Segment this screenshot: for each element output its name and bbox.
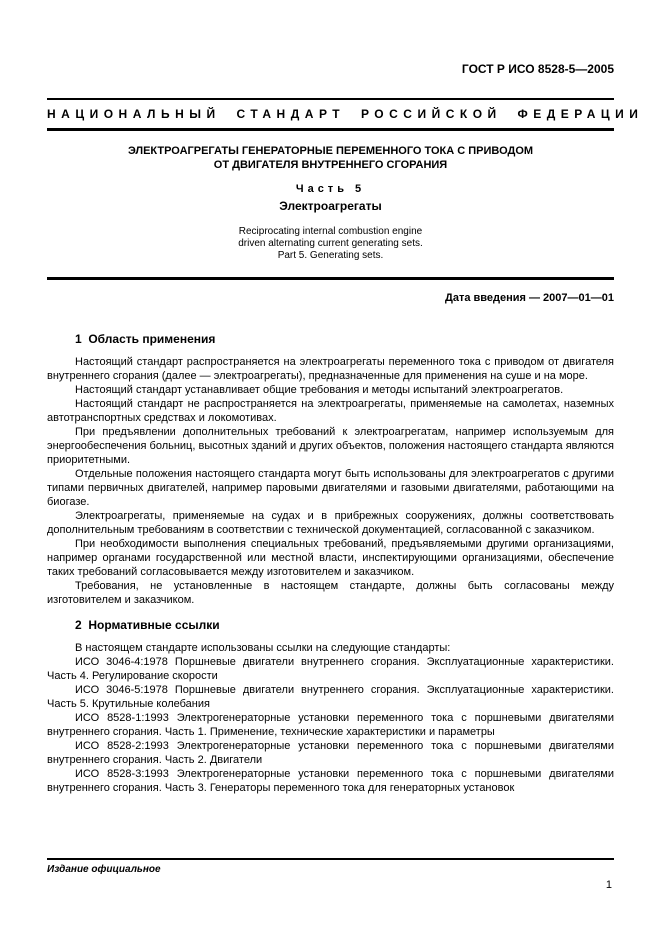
- paragraph: Настоящий стандарт устанавливает общие требования и методы испытаний электроагрегатов.: [75, 384, 564, 396]
- title-bottom-rule: [47, 277, 614, 280]
- paragraph: При предъявлении дополнительных требований к электроагрегатам, например используемым для энергообеспечения больниц, высотных зданий и других объектов, положения настоящего стандарта являются приоритетными.: [47, 426, 615, 466]
- edition-note: Издание официальное: [47, 864, 161, 875]
- title-ru-line1: ЭЛЕКТРОАГРЕГАТЫ ГЕНЕРАТОРНЫЕ ПЕРЕМЕННОГО ТОКА С ПРИВОДОМ: [127, 145, 534, 157]
- paragraph: Настоящий стандарт не распространяется на электроагрегаты, применяемые на самолетах, наземных автотранспортных средствах и локомотивах.: [47, 398, 614, 424]
- reference-item: ИСО 3046-5:1978 Поршневые двигатели внутреннего сгорания. Эксплуатационные характеристики. Часть 5. Крутильные колебания: [47, 684, 614, 710]
- doc-code: ГОСТ Р ИСО 8528-5—2005: [461, 62, 614, 76]
- paragraph: При необходимости выполнения специальных требований, предъявляемыми другими организациями, например органами государственной или местной власти, инспектирующими организациями, обеспечение таких требований согласовывается между изготовителем и заказчиком.: [47, 538, 614, 578]
- header-top-rule: [47, 98, 614, 100]
- part-label: Часть 5: [295, 183, 366, 195]
- section-2-body: [47, 641, 614, 795]
- title-en: [47, 226, 614, 262]
- paragraph: В настоящем стандарте использованы ссылки на следующие стандарты:: [75, 642, 451, 654]
- reference-item: ИСО 8528-2:1993 Электрогенераторные установки переменного тока с поршневыми двигателями внутреннего сгорания. Часть 2. Двигатели: [47, 740, 614, 766]
- title-en-line3: Part 5. Generating sets.: [277, 250, 384, 261]
- title-ru-line2: ОТ ДВИГАТЕЛЯ ВНУТРЕННЕГО СГОРАНИЯ: [213, 159, 448, 171]
- reference-item: ИСО 8528-3:1993 Электрогенераторные установки переменного тока с поршневыми двигателями внутреннего сгорания. Часть 3. Генераторы переменного тока для генераторных установок: [47, 768, 614, 794]
- reference-item: ИСО 8528-1:1993 Электрогенераторные установки переменного тока с поршневыми двигателями внутреннего сгорания. Часть 1. Применение, технические характеристики и параметры: [47, 712, 614, 738]
- paragraph: Настоящий стандарт распространяется на электроагрегаты переменного тока с приводом от двигателя внутреннего сгорания (далее — электроагрегаты), предназначенные для применения на суше и на море.: [47, 356, 614, 382]
- effective-date: Дата введения — 2007—01—01: [445, 292, 614, 304]
- paragraph: Требования, не установленные в настоящем стандарте, должны быть согласованы между изготовителем и заказчиком.: [47, 580, 614, 606]
- federation-heading: НАЦИОНАЛЬНЫЙ СТАНДАРТ РОССИЙСКОЙ ФЕДЕРАЦИИ: [47, 107, 644, 121]
- reference-item: ИСО 3046-4:1978 Поршневые двигатели внутреннего сгорания. Эксплуатационные характеристики. Часть 4. Регулирование скорости: [47, 656, 614, 682]
- title-ru: [47, 144, 614, 172]
- footer-rule: [47, 858, 614, 860]
- section-1-body: [47, 355, 614, 607]
- section-2-heading: 2 Нормативные ссылки: [75, 618, 220, 632]
- title-en-line1: Reciprocating internal combustion engine: [238, 226, 423, 237]
- part-title: Электроагрегаты: [279, 199, 382, 213]
- title-en-line2: driven alternating current generating sets.: [238, 238, 423, 249]
- federation-bottom-rule: [47, 128, 614, 131]
- page-number: 1: [605, 879, 612, 891]
- paragraph: Отдельные положения настоящего стандарта могут быть использованы для электроагрегатов с другими типами первичных двигателей, например паровыми двигателями и газовыми двигателями, работающими на биогазе.: [47, 468, 614, 508]
- paragraph: Электроагрегаты, применяемые на судах и в прибрежных сооружениях, должны соответствовать дополнительным требованиям в соответствии с технической документацией, согласованной с заказчиком.: [47, 510, 614, 536]
- section-1-heading: 1 Область применения: [75, 332, 216, 346]
